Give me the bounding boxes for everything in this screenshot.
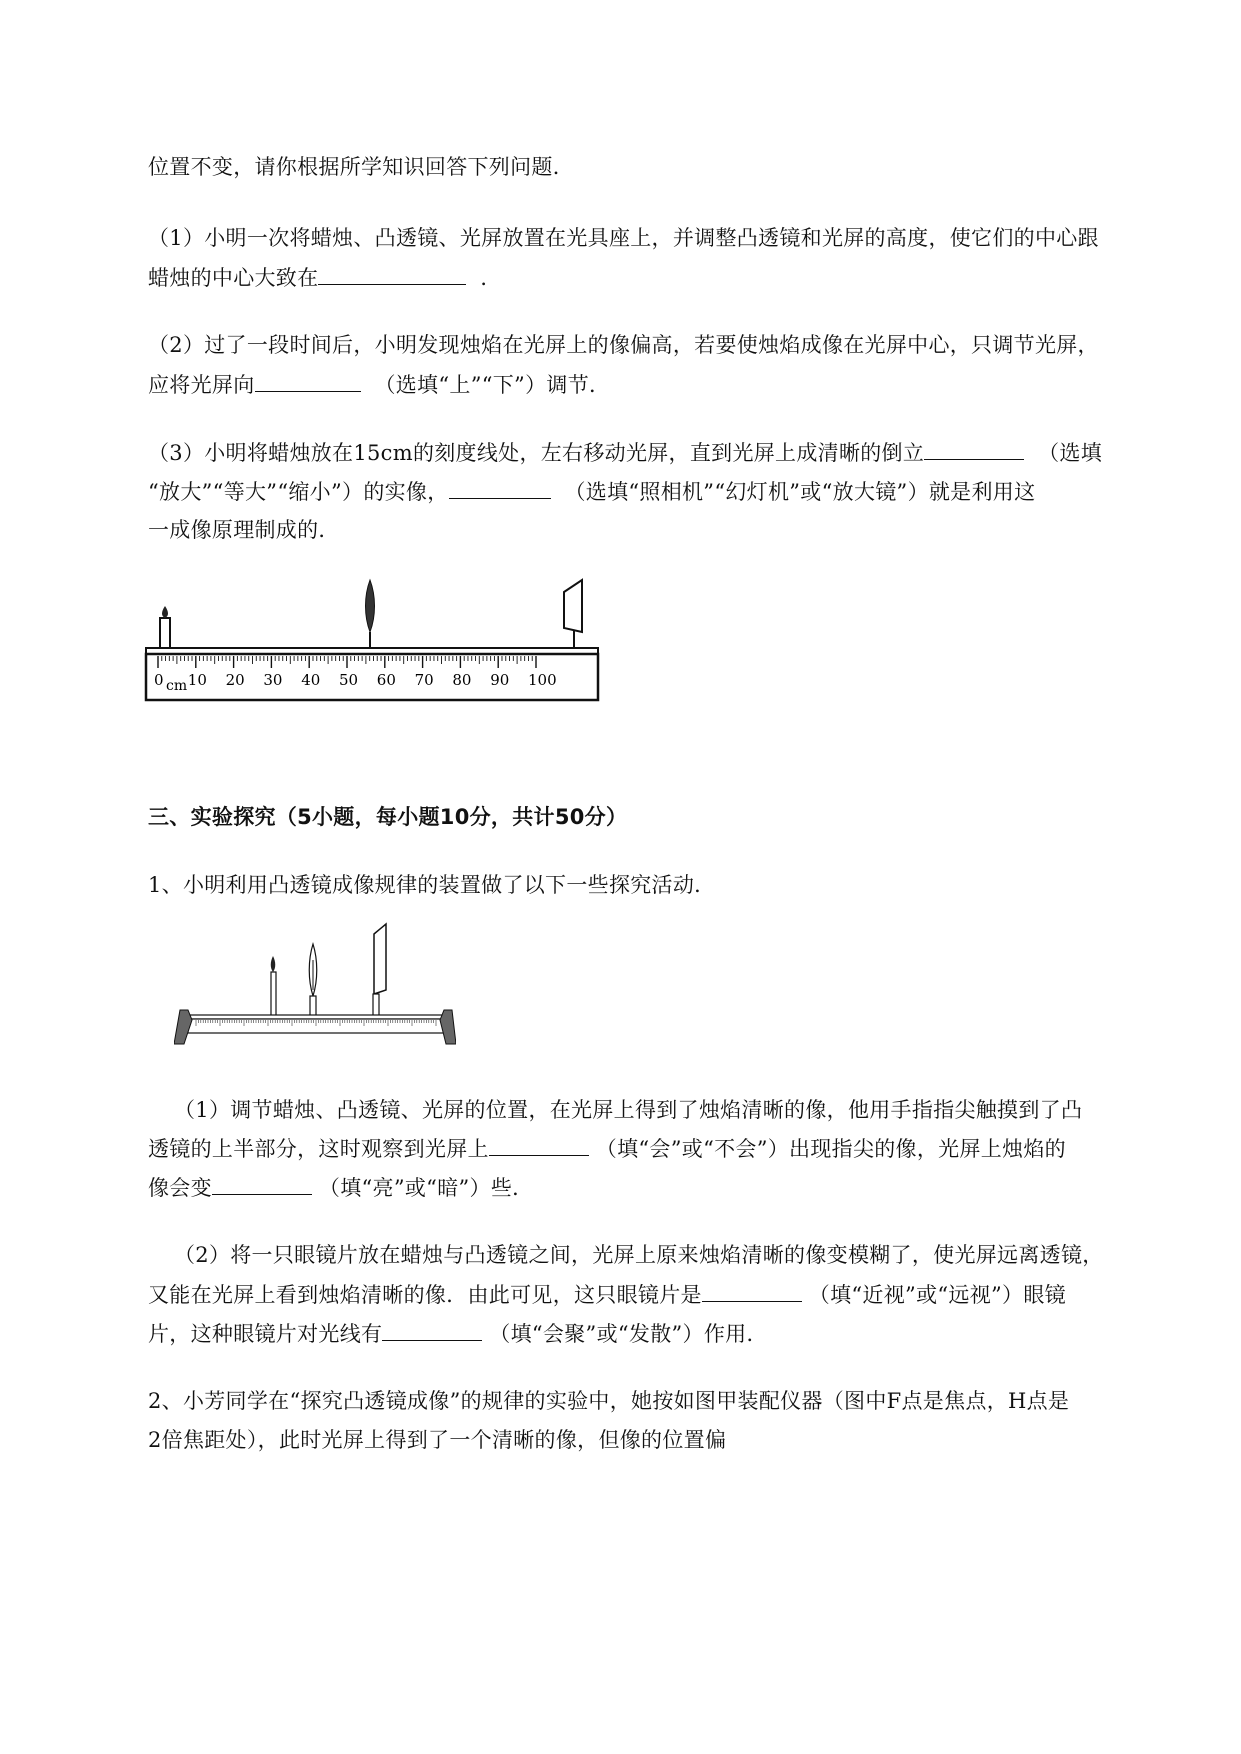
question-part-3-line-1 [148, 437, 1102, 468]
light-screen [564, 580, 582, 632]
question-part-3-line-2 [148, 476, 1035, 507]
question-part-3-line-3: 一成像原理制成的． [148, 518, 340, 542]
bench-leg-right [440, 1010, 456, 1044]
text-fragment: （选填“照相机”“幻灯机”或“放大镜”）就是利用这 [564, 480, 1036, 504]
text-fragment: （选填“上”“下”）调节． [374, 373, 611, 397]
question-1-part-1-line-2 [148, 1133, 1066, 1164]
text-fragment: 又能在光屏上看到烛焰清晰的像．由此可见，这只眼镜片是 [148, 1283, 702, 1307]
question-1-part-1-line-3 [148, 1172, 533, 1203]
candle-flame-icon [271, 956, 276, 972]
text-fragment: （填“近视”或“远视”）眼镜 [808, 1283, 1066, 1307]
text-fragment: （选填 [1038, 441, 1103, 465]
intro-text: 位置不变，请你根据所学知识回答下列问题． [148, 155, 574, 179]
ruler-unit: cm [166, 678, 188, 694]
question-1-part-2-line-1: （2）将一只眼镜片放在蜡烛与凸透镜之间，光屏上原来烛焰清晰的像变模糊了，使光屏远离透镜， [174, 1243, 1104, 1267]
question-1-part-2-line-3 [148, 1318, 768, 1349]
text-fragment: 像会变 [148, 1176, 212, 1200]
ruler-tick-label: 30 [263, 671, 283, 689]
ruler-tick-label: 100 [528, 671, 557, 689]
question-1-part-1-line-1: （1）调节蜡烛、凸透镜、光屏的位置，在光屏上得到了烛焰清晰的像，他用手指指尖触摸到了凸 [174, 1098, 1083, 1122]
question-1-title: 1、小明利用凸透镜成像规律的装置做了以下一些探究活动． [148, 873, 716, 897]
ruler-tick-label: 50 [339, 671, 359, 689]
text-fragment: 应将光屏向 [148, 373, 255, 397]
ruler-tick-label: 20 [225, 671, 245, 689]
question-part-2-line-2 [148, 369, 610, 400]
ruler-tick-label: 0 [154, 671, 164, 689]
text-fragment: （填“亮”或“暗”）些． [318, 1176, 534, 1200]
answer-blank[interactable] [489, 1133, 589, 1156]
candle-body [271, 972, 276, 1016]
text-fragment: （填“会”或“不会”）出现指尖的像，光屏上烛焰的 [595, 1137, 1066, 1161]
question-part-1-line-1: （1）小明一次将蜡烛、凸透镜、光屏放置在光具座上，并调整凸透镜和光屏的高度，使它们的中心跟 [148, 226, 1099, 250]
section-heading: 三、实验探究（5小题，每小题10分，共计50分） [148, 805, 628, 829]
text-fragment: 片，这种眼镜片对光线有 [148, 1322, 383, 1346]
answer-blank[interactable] [212, 1172, 312, 1195]
answer-blank[interactable] [382, 1318, 482, 1341]
bench-leg-left [174, 1010, 192, 1044]
text-fragment: （填“会聚”或“发散”）作用． [489, 1322, 768, 1346]
text-fragment: 透镜的上半部分，这时观察到光屏上 [148, 1137, 489, 1161]
ruler-tick-label: 70 [414, 671, 434, 689]
candle-flame-icon [162, 606, 168, 618]
question-2-line-1: 2、小芳同学在“探究凸透镜成像”的规律的实验中，她按如图甲装配仪器（图中F点是焦点，H点是 [148, 1389, 1070, 1413]
candle-body [160, 618, 170, 650]
text-fragment: 蜡烛的中心大致在 [148, 266, 319, 290]
ruler-tick-label: 90 [490, 671, 510, 689]
convex-lens [366, 580, 375, 632]
answer-blank[interactable] [449, 476, 551, 499]
ruler-tick-label: 60 [376, 671, 396, 689]
ruler-tick-label: 80 [452, 671, 472, 689]
text-fragment: “放大”“等大”“缩小”）的实像， [148, 480, 449, 504]
text-fragment: ． [480, 266, 502, 290]
answer-blank[interactable] [318, 262, 466, 285]
question-2-line-2: 2倍焦距处），此时光屏上得到了一个清晰的像，但像的位置偏 [148, 1428, 727, 1452]
question-part-2-line-1: （2）过了一段时间后，小明发现烛焰在光屏上的像偏高，若要使烛焰成像在光屏中心，只调节光屏， [148, 333, 1099, 357]
answer-blank[interactable] [255, 369, 361, 392]
question-part-1-line-2 [148, 262, 502, 293]
answer-blank[interactable] [924, 437, 1024, 460]
ruler-tick-label: 10 [187, 671, 207, 689]
ruler-tick-label: 40 [301, 671, 321, 689]
answer-blank[interactable] [702, 1279, 802, 1302]
optical-bench-figure-2 [174, 920, 456, 1048]
light-screen [374, 924, 386, 994]
optical-bench-figure-1 [144, 572, 604, 702]
text-fragment: （3）小明将蜡烛放在15cm的刻度线处，左右移动光屏，直到光屏上成清晰的倒立 [148, 441, 925, 465]
question-1-part-2-line-2 [148, 1279, 1066, 1310]
